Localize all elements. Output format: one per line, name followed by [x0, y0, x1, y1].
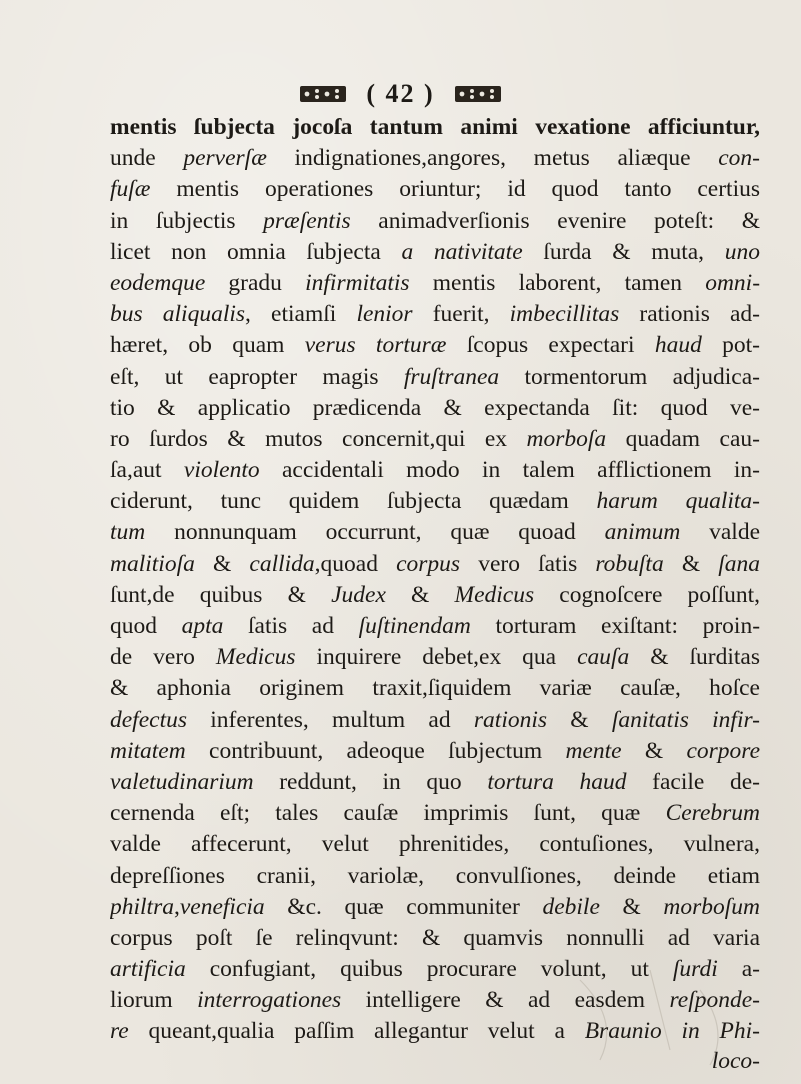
text-span: & [621, 737, 687, 764]
left-ornament-icon [298, 83, 348, 105]
italic-word: uno [724, 238, 760, 265]
italic-word: debile [542, 893, 600, 920]
text-line [110, 362, 760, 393]
text-span: & ſurditas [629, 644, 760, 671]
italic-word: rationis [473, 706, 548, 733]
text-span: a- [717, 956, 760, 983]
text-line [110, 112, 760, 143]
text-span: inferentes, multum ad [187, 706, 474, 733]
text-line [110, 705, 760, 736]
italic-word: defectus [110, 706, 187, 733]
italic-word: tortura haud [487, 768, 627, 795]
italic-word: apta [181, 613, 224, 639]
text-span: quadam cau- [606, 425, 760, 452]
text-span: gradu [205, 269, 306, 296]
text-span: ro ſurdos & mutos concernit,qui ex [110, 425, 527, 452]
text-line [110, 455, 760, 486]
italic-word: violento [183, 457, 260, 484]
italic-word: mente [565, 737, 622, 764]
text-span: & [385, 581, 455, 608]
text-span: torturam exiſtant: proin- [470, 613, 760, 639]
text-span: &c. quæ communiter [264, 893, 543, 920]
italic-word: imbecillitas [509, 301, 620, 328]
text-span: quod [110, 613, 182, 639]
text-span: , etiamſi [245, 301, 357, 328]
italic-word: mitatem [110, 737, 186, 764]
italic-word: veneficia [179, 893, 265, 920]
text-span: accidentali modo in talem afflictionem in- [259, 457, 760, 484]
text-span: valde affecerunt, velut phrenitides, contuſiones, vulnera, [110, 831, 760, 858]
text-span: mentis operationes oriuntur; id quod tanto certius [150, 176, 760, 203]
italic-word: valetudinarium [110, 768, 254, 795]
italic-word: animum [604, 519, 681, 546]
text-span: ſatis ad [223, 613, 359, 639]
text-span: corpus poſt ſe relinqvunt: & quamvis nonnulli ad varia [110, 924, 760, 951]
text-line [110, 736, 760, 767]
right-ornament-icon [453, 83, 503, 105]
italic-word: Cerebrum [665, 800, 760, 827]
italic-word: robuſta [595, 550, 664, 577]
italic-word: omni- [705, 269, 760, 296]
text-span: & [663, 550, 719, 577]
italic-word: fuſæ [110, 176, 151, 203]
italic-word: Medicus [215, 644, 296, 671]
italic-word: ſurdi [672, 956, 718, 983]
text-span: nonnunquam occurrunt, quæ quoad [145, 519, 605, 546]
italic-word: fruſtranea [403, 363, 500, 390]
text-span: facile de- [626, 768, 760, 795]
text-line [110, 580, 760, 611]
text-line [110, 861, 760, 892]
italic-word: Judex [331, 581, 386, 608]
page-header [0, 76, 801, 112]
text-span: ſa,aut [110, 457, 184, 484]
italic-word: lenior [356, 301, 413, 328]
text-span: & [599, 893, 664, 920]
text-span: unde [110, 145, 184, 172]
text-line [110, 829, 760, 860]
text-span: in ſubjectis [110, 207, 264, 234]
italic-word: interrogationes [197, 987, 342, 1014]
text-line [110, 330, 760, 361]
text-span: mentis laborent, tamen [409, 269, 706, 296]
text-span: ,quoad [314, 550, 397, 577]
italic-word: a nativitate [401, 238, 523, 265]
italic-word: morboſa [526, 425, 607, 452]
text-span: tio & applicatio prædicenda & expectanda ſit: quod ve- [110, 394, 760, 421]
italic-word: artificia [110, 956, 186, 983]
text-span: & [194, 550, 250, 577]
italic-word: callida [249, 550, 315, 577]
text-span: mentis ſubjecta jocoſa tantum animi vexatione afficiuntur, [110, 114, 760, 140]
italic-word: haud [654, 332, 702, 359]
italic-word: perverſæ [183, 145, 267, 172]
body-text [110, 112, 760, 1048]
text-line [110, 517, 760, 548]
text-span: queant,qualia paſſim allegantur velut a [128, 1018, 585, 1045]
italic-word: verus torturæ [304, 332, 447, 359]
text-span: pot- [701, 332, 760, 359]
text-span: depreſſiones cranii, variolæ, convulſiones, deinde etiam [110, 862, 760, 889]
text-span: cognoſcere poſſunt, [534, 581, 760, 608]
text-span: eſt, ut eapropter magis [110, 363, 404, 390]
italic-word: eodemque [110, 269, 206, 296]
text-span: contribuunt, adeoque ſubjectum [185, 737, 566, 764]
italic-word: harum qualita- [596, 488, 760, 515]
text-span: licet non omnia ſubjecta [110, 238, 402, 265]
italic-word: cauſa [577, 644, 630, 671]
italic-word: præſentis [263, 207, 351, 234]
text-span: & aphonia originem traxit,ſiquidem variæ cauſæ, hoſce [110, 675, 760, 702]
text-span: , [173, 893, 180, 920]
text-span: tormentorum adjudica- [499, 363, 760, 390]
text-span: hæret, ob quam [110, 332, 305, 359]
catchword-line [110, 1046, 760, 1077]
text-line [110, 985, 760, 1016]
text-span: confugiant, quibus procurare volunt, ut [185, 956, 673, 983]
italic-word: Medicus [454, 581, 535, 608]
text-span: intelligere & ad easdem [341, 987, 670, 1014]
text-span: liorum [110, 987, 198, 1014]
italic-word: ſuſtinendam [358, 613, 471, 639]
text-span: ſunt,de quibus & [110, 581, 332, 608]
text-span: fuerit, [412, 301, 510, 328]
text-line [110, 299, 760, 330]
text-line [110, 174, 760, 205]
italic-word: tum [110, 519, 146, 546]
text-line [110, 268, 760, 299]
catchword: loco- [711, 1048, 760, 1074]
text-span: reddunt, in quo [253, 768, 488, 795]
text-line [110, 642, 760, 673]
italic-word: infirmitatis [305, 269, 410, 296]
text-span: indignationes,angores, metus aliæque [266, 145, 719, 172]
text-line [110, 143, 760, 174]
text-line [110, 1016, 760, 1047]
italic-word: Braunio in Phi- [584, 1018, 760, 1045]
text-line [110, 923, 760, 954]
italic-word: ſanitatis infir- [611, 706, 760, 733]
text-line [110, 549, 760, 580]
italic-word: corpore [686, 737, 760, 764]
text-span: inquirere debet,ex qua [295, 644, 578, 671]
text-line [110, 798, 760, 829]
text-span: & [547, 706, 612, 733]
italic-word: morboſum [663, 893, 760, 920]
italic-word: reſponde- [669, 987, 760, 1014]
text-span: valde [680, 519, 760, 546]
text-line [110, 424, 760, 455]
text-span: animadverſionis evenire poteſt: & [350, 207, 760, 234]
text-line [110, 486, 760, 517]
text-line [110, 393, 760, 424]
text-line [110, 611, 760, 642]
text-span: de vero [110, 644, 216, 671]
text-line [110, 237, 760, 268]
page-number: ( 42 ) [366, 79, 435, 108]
italic-word: con- [718, 145, 760, 172]
italic-word: re [110, 1018, 129, 1045]
text-span: rationis ad- [619, 301, 760, 328]
text-span: cernenda eſt; tales cauſæ imprimis ſunt, quæ [110, 800, 666, 827]
text-span: vero ſatis [460, 550, 596, 577]
text-line [110, 673, 760, 704]
italic-word: malitioſa [110, 550, 195, 577]
text-line [110, 767, 760, 798]
text-span: ſcopus expectari [446, 332, 655, 359]
text-span: ſurda & muta, [522, 238, 725, 265]
text-line [110, 206, 760, 237]
italic-word: philtra [110, 893, 174, 920]
italic-word: bus aliqualis [110, 301, 246, 328]
text-line [110, 954, 760, 985]
italic-word: ſana [718, 550, 760, 577]
text-span: ciderunt, tunc quidem ſubjecta quædam [110, 488, 597, 515]
text-line [110, 892, 760, 923]
italic-word: corpus [396, 550, 461, 577]
